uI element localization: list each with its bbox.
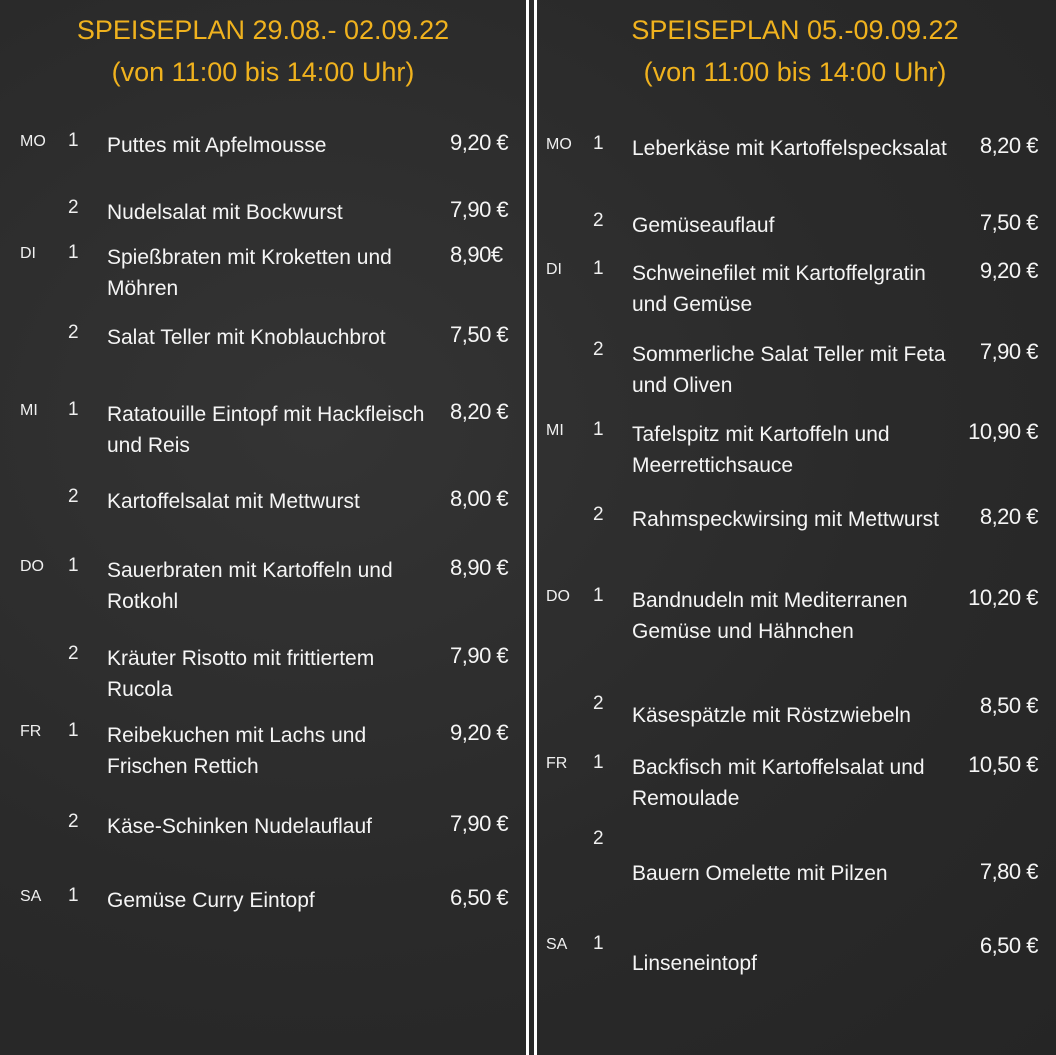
dish-price: 9,20 € [450, 130, 509, 155]
dish-price: 10,20 € [968, 585, 1038, 610]
dish-price: 8,50 € [979, 693, 1038, 718]
item-number: 2 [593, 693, 604, 714]
menu-title: SPEISEPLAN 05.-09.09.22 [631, 15, 959, 45]
dish-price: 8,00 € [450, 486, 509, 511]
item-number: 1 [593, 933, 604, 954]
item-number: 1 [593, 133, 604, 154]
item-number: 2 [593, 339, 604, 360]
item-number: 1 [593, 258, 604, 279]
dish-price: 8,20 € [450, 399, 509, 424]
dish-price: 7,50 € [979, 210, 1038, 235]
dish-name: Bauern Omelette mit Pilzen [632, 862, 888, 885]
dish-price: 10,90 € [968, 419, 1038, 444]
menu-hours: (von 11:00 bis 14:00 Uhr) [643, 57, 947, 87]
menu-hours: (von 11:00 bis 14:00 Uhr) [111, 57, 415, 87]
dish-name: Ratatouille Eintopf mit Hackfleisch und Reis [107, 403, 425, 457]
dish-name: Puttes mit Apfelmousse [107, 134, 327, 157]
item-number: 2 [68, 197, 79, 218]
dish-name: Rahmspeckwirsing mit Mettwurst [632, 508, 939, 531]
dish-name: Nudelsalat mit Bockwurst [107, 201, 343, 224]
menu-week-1 [0, 0, 526, 1055]
day-label: MI [20, 402, 38, 419]
day-label: MO [546, 136, 572, 153]
dish-name: Kartoffelsalat mit Mettwurst [107, 490, 360, 513]
dish-price: 7,90 € [450, 643, 509, 668]
day-label: SA [20, 888, 42, 905]
day-label: SA [546, 936, 568, 953]
item-number: 2 [68, 811, 79, 832]
dish-price: 7,90 € [450, 197, 509, 222]
dish-name: Backfisch mit Kartoffelsalat und Remoulade [632, 756, 925, 810]
day-label: DO [20, 558, 44, 575]
divider-line-left [526, 0, 529, 1055]
day-label: MO [20, 133, 46, 150]
day-label: DI [20, 245, 36, 262]
item-number: 2 [593, 828, 604, 849]
dish-name: Bandnudeln mit Mediterranen Gemüse und Hähnchen [632, 589, 908, 643]
item-number: 2 [68, 643, 79, 664]
dish-price: 7,80 € [979, 859, 1038, 884]
dish-name: Kräuter Risotto mit frittiertem Rucola [107, 647, 375, 701]
dish-name: Reibekuchen mit Lachs und Frischen Rettich [107, 724, 367, 778]
dish-price: 8,20 € [979, 133, 1038, 158]
item-number: 1 [68, 242, 79, 263]
day-label: MI [546, 422, 564, 439]
dish-name: Leberkäse mit Kartoffelspecksalat [632, 137, 947, 160]
dish-name: Tafelspitz mit Kartoffeln und Meerrettichsauce [632, 423, 890, 477]
dish-price: 9,20 € [979, 258, 1038, 283]
menu-title: SPEISEPLAN 29.08.- 02.09.22 [76, 15, 450, 45]
day-label: FR [20, 723, 42, 740]
item-number: 1 [593, 752, 604, 773]
dish-name: Sommerliche Salat Teller mit Feta und Oliven [632, 343, 946, 397]
item-number: 1 [68, 720, 79, 741]
item-number: 1 [68, 399, 79, 420]
dish-price: 6,50 € [450, 885, 509, 910]
dish-name: Gemüse Curry Eintopf [107, 889, 315, 912]
dish-name: Spießbraten mit Kroketten und Möhren [107, 246, 392, 300]
item-number: 2 [593, 210, 604, 231]
dish-price: 7,90 € [979, 339, 1038, 364]
dish-price: 7,90 € [450, 811, 509, 836]
item-number: 2 [68, 486, 79, 507]
dish-name: Linseneintopf [632, 952, 757, 975]
item-number: 1 [593, 585, 604, 606]
dish-name: Käsespätzle mit Röstzwiebeln [632, 704, 911, 727]
dish-name: Schweinefilet mit Kartoffelgratin und Gemüse [632, 262, 926, 316]
item-number: 2 [593, 504, 604, 525]
dish-name: Sauerbraten mit Kartoffeln und Rotkohl [107, 559, 393, 613]
dish-price: 10,50 € [968, 752, 1038, 777]
day-label: DI [546, 261, 562, 278]
dish-price: 9,20 € [450, 720, 509, 745]
dish-price: 8,20 € [979, 504, 1038, 529]
dish-name: Käse-Schinken Nudelauflauf [107, 815, 373, 838]
dish-price: 8,90€ [450, 242, 503, 267]
item-number: 2 [68, 322, 79, 343]
item-number: 1 [593, 419, 604, 440]
dish-price: 7,50 € [450, 322, 509, 347]
dish-name: Salat Teller mit Knoblauchbrot [107, 326, 386, 349]
day-label: DO [546, 588, 570, 605]
item-number: 1 [68, 885, 79, 906]
dish-name: Gemüseauflauf [632, 214, 775, 237]
item-number: 1 [68, 555, 79, 576]
dish-price: 8,90 € [450, 555, 509, 580]
dish-price: 6,50 € [979, 933, 1038, 958]
day-label: FR [546, 755, 568, 772]
menu-week-2 [534, 0, 1056, 1055]
item-number: 1 [68, 130, 79, 151]
